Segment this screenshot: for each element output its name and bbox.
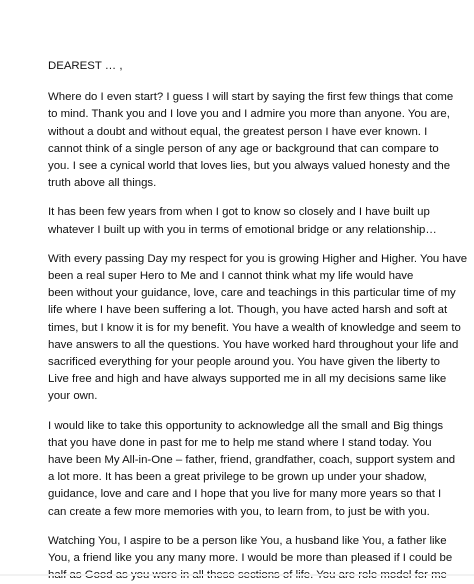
text-line: to mind. Thank you and I love you and I admire you more than anyone. You are, [48,108,450,121]
text-line: your own. [48,390,98,403]
text-line: sacrificed everything for your people around you. You have given the liberty to [48,356,440,369]
text-line: You, a friend like you any many more. I would be more than pleased if I could be [48,552,453,565]
text-line: truth above all things. [48,177,157,190]
text-line: times, but I know it is for my benefit. You have a wealth of knowledge and seem to [48,321,461,334]
text-line: I would like to take this opportunity to acknowledge all the small and Big things [48,419,444,432]
text-line: a lot more. It has been a great privilege to be grown up under your shadow, [48,471,427,484]
text-line: guidance, love and care and I hope that you live for many more years so that I [48,488,442,501]
text-line: been a real super Hero to Me and I cannot think what my life would have [48,270,414,283]
text-line: that you have done in past for me to help me stand where I stand today. You [48,436,432,449]
text-line: without a doubt and without equal, the greatest person I have ever known. I [48,125,428,138]
text-line: been without your guidance, love, care and teachings in this particular time of my [48,287,456,300]
paragraph-5 [48,533,453,584]
paragraph-1 [48,89,454,192]
paragraph-2 [48,204,437,238]
text-line: whatever I built up with you in terms of emotional bridge or any relationship… [48,223,437,236]
text-line: you. I see a cynical world that loves lies, but you always valued honesty and the [48,160,451,173]
paragraph-3 [48,251,468,406]
text-line: life where I have been suffering a lot. Though, you have acted harsh and soft at [48,304,448,317]
text-line: Live free and high and have always supported me in all my decisions same like [48,373,447,386]
text-line: Watching You, I aspire to be a person like You, a husband like You, a father like [48,534,447,547]
text-line: have answers to all the questions. You have worked hard throughout your life and [48,338,459,351]
letter-salutation: DEAREST … , [48,60,123,72]
paragraph-4 [48,418,456,521]
text-line: It has been few years from when I got to know so closely and I have built up [48,206,430,219]
text-line: have been My All-in-One – father, friend, grandfather, coach, support system and [48,454,456,467]
text-line: Where do I even start? I guess I will start by saying the first few things that come [48,91,454,104]
text-line: cannot think of a single person of any age or background that can compare to [48,142,439,155]
text-line: can create a few more memories with you, to learn from, to just be with you. [48,505,430,518]
text-line: With every passing Day my respect for you is growing Higher and Higher. You have [48,252,468,265]
